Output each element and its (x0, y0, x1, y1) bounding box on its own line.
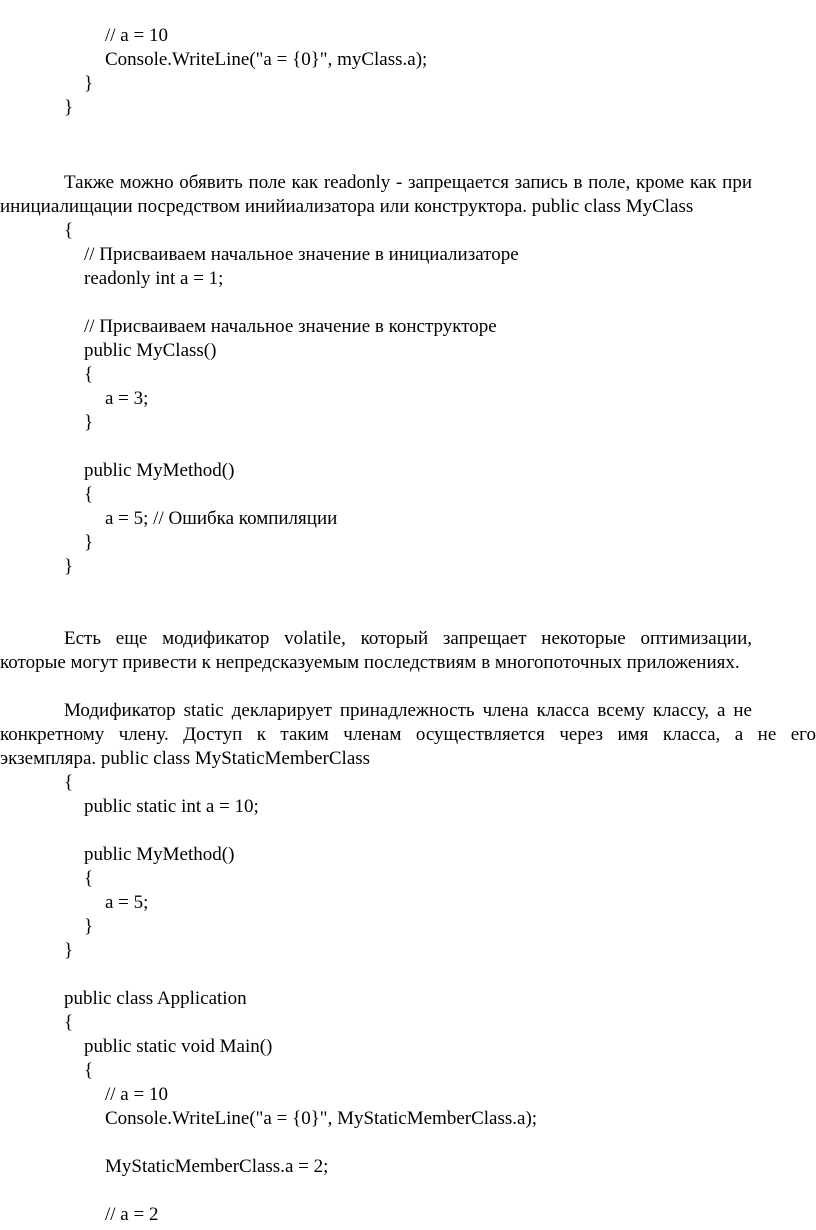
code-line: readonly int a = 1; (84, 268, 224, 289)
code-comment: // a = 2 (105, 1204, 159, 1225)
code-line: } (64, 940, 74, 961)
paragraph-line: Есть еще модификатор volatile, который запрещает некоторые оптимизации, (64, 628, 752, 649)
code-line: { (84, 1060, 94, 1081)
code-line: { (84, 484, 94, 505)
code-line: { (64, 1012, 74, 1033)
paragraph-line: инициалищации посредством инийиализатора или конструктора. public class MyClass (0, 196, 694, 217)
paragraph-line: экземпляра. public class MyStaticMemberClass (0, 748, 371, 769)
code-line: } (84, 532, 94, 553)
code-line: } (84, 916, 94, 937)
code-line: } (64, 97, 74, 118)
paragraph-line: Также можно обявить поле как readonly - запрещается запись в поле, кроме как при (64, 172, 752, 193)
code-comment: // Присваиваем начальное значение в инициализаторе (84, 244, 519, 265)
code-line: { (84, 868, 94, 889)
code-line: a = 5; (105, 892, 149, 913)
code-line: Console.WriteLine("a = {0}", myClass.a); (105, 49, 428, 70)
code-line: { (64, 772, 74, 793)
code-line: public static int a = 10; (84, 796, 259, 817)
code-line: MyStaticMemberClass.a = 2; (105, 1156, 329, 1177)
code-comment: // Присваиваем начальное значение в конструкторе (84, 316, 497, 337)
code-line: } (64, 556, 74, 577)
code-line: public MyMethod() (84, 460, 235, 481)
code-line: public class Application (64, 988, 247, 1009)
code-comment: // a = 10 (105, 1084, 168, 1105)
code-line: // a = 10 (105, 25, 168, 46)
code-line: { (84, 364, 94, 385)
code-line: } (84, 412, 94, 433)
paragraph-line: конкретному члену. Доступ к таким членам осуществляется через имя класса, а не его (0, 724, 816, 745)
code-line: public static void Main() (84, 1036, 273, 1057)
code-line: } (84, 73, 94, 94)
code-line: a = 5; // Ошибка компиляции (105, 508, 338, 529)
paragraph-line: которые могут привести к непредсказуемым последствиям в многопоточных приложениях. (0, 652, 740, 673)
code-line: Console.WriteLine("a = {0}", MyStaticMemberClass.a); (105, 1108, 538, 1129)
code-line: { (64, 220, 74, 241)
code-line: public MyMethod() (84, 844, 235, 865)
code-line: public MyClass() (84, 340, 217, 361)
paragraph-line: Модификатор static декларирует принадлежность члена класса всему классу, а не (64, 700, 752, 721)
code-line: a = 3; (105, 388, 149, 409)
